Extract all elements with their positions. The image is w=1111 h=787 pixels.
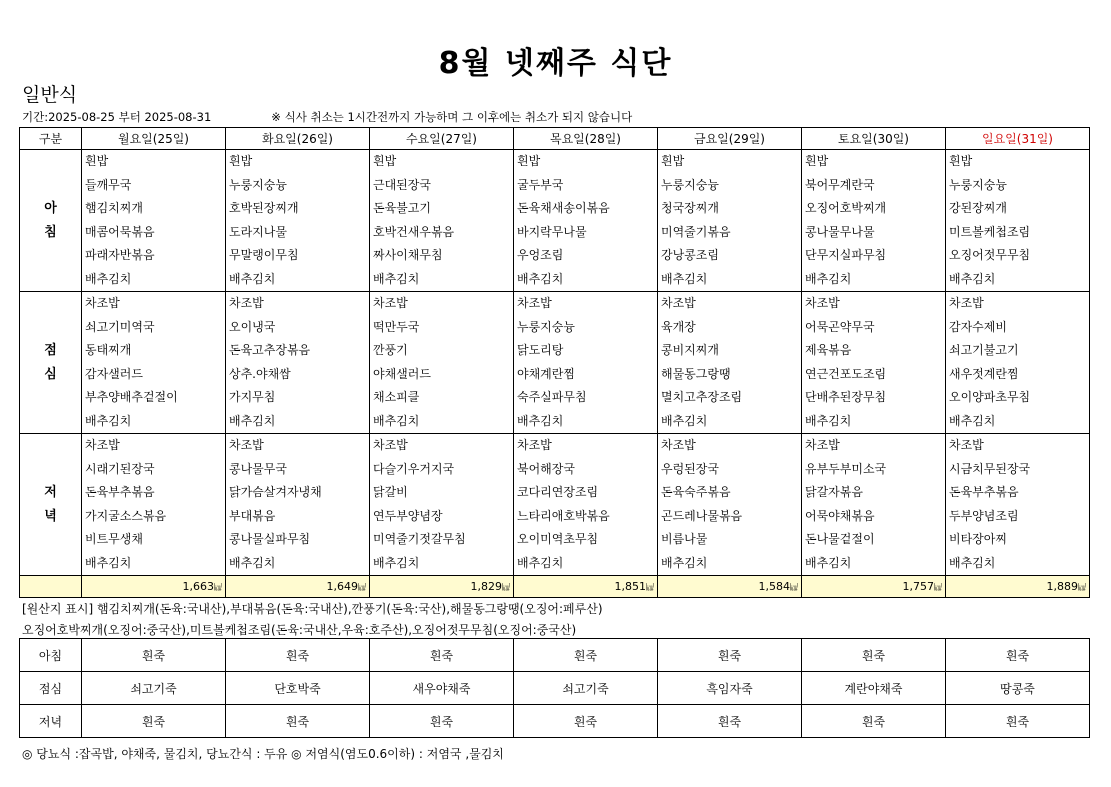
- menu-item: 시금치무된장국: [949, 461, 1031, 476]
- porridge-cell: 흰죽: [658, 705, 802, 738]
- menu-item: 감자샐러드: [85, 366, 143, 381]
- menu-cell: [802, 150, 946, 292]
- menu-item: 매콤어묵볶음: [85, 224, 155, 239]
- menu-item: 돈육불고기: [373, 201, 431, 215]
- diet-type: 일반식: [22, 84, 78, 106]
- menu-item: 감자수제비: [949, 319, 1007, 334]
- menu-item: 배추김치: [661, 271, 708, 286]
- header-day: 월요일(25일): [82, 128, 226, 150]
- menu-item: 차조밥: [661, 296, 696, 310]
- menu-item: 배추김치: [85, 555, 132, 570]
- porridge-cell: 흰죽: [658, 639, 802, 672]
- menu-cell: [226, 292, 370, 434]
- menu-item: 단배추된장무침: [805, 390, 887, 404]
- calorie-value: 1,663: [182, 580, 214, 593]
- porridge-label: 점심: [20, 672, 82, 705]
- menu-item: 콩나물실파무침: [229, 532, 311, 546]
- calorie-unit: ㎉: [502, 583, 510, 592]
- menu-item: 느타리애호박볶음: [517, 508, 610, 523]
- porridge-cell: 흰죽: [946, 705, 1090, 738]
- menu-cell: [370, 292, 514, 434]
- menu-item: 시래기된장국: [85, 461, 155, 476]
- header-row: [20, 128, 1090, 150]
- menu-cell: [658, 292, 802, 434]
- menu-item: 청국장찌개: [661, 201, 719, 215]
- menu-item: 숙주실파무침: [517, 390, 587, 404]
- menu-item: 깐풍기: [373, 343, 408, 357]
- porridge-cell: 흰죽: [370, 705, 514, 738]
- menu-item: 차조밥: [373, 296, 408, 310]
- porridge-cell: 새우야채죽: [370, 672, 514, 705]
- menu-item: 배추김치: [517, 271, 564, 286]
- menu-item: 배추김치: [949, 555, 996, 570]
- meal-row: [20, 434, 1090, 576]
- menu-item: 차조밥: [661, 438, 696, 452]
- menu-table: [19, 127, 1090, 598]
- menu-item: 도라지나물: [229, 224, 287, 239]
- menu-item: 오징어호박찌개: [805, 201, 887, 215]
- menu-item: 닭도리탕: [517, 343, 564, 357]
- header-day-sunday: 일요일(31일): [946, 128, 1090, 150]
- menu-item: 연근건포도조림: [805, 366, 887, 381]
- porridge-cell: 단호박죽: [226, 672, 370, 705]
- menu-item: 무말랭이무침: [229, 248, 299, 262]
- menu-item: 흰밥: [661, 154, 685, 168]
- menu-cell: [226, 434, 370, 576]
- porridge-row: [20, 639, 1090, 672]
- menu-item: 배추김치: [517, 555, 564, 570]
- header-day: 목요일(28일): [514, 128, 658, 150]
- period: 기간:2025-08-25 부터 2025-08-31: [22, 110, 212, 124]
- calorie-cell: [82, 576, 226, 598]
- menu-cell: [658, 434, 802, 576]
- special-diet-note: ◎ 당뇨식 :잡곡밥, 야채죽, 물김치, 당뇨간식 : 두유 ◎ 저염식(염도0.6이하) : 저염국 ,물김치: [22, 747, 504, 761]
- menu-item: 제육볶음: [805, 343, 852, 357]
- menu-item: 쇠고기불고기: [949, 343, 1019, 357]
- porridge-cell: 계란야채죽: [802, 672, 946, 705]
- menu-item: 미트볼케첩조림: [949, 224, 1031, 239]
- menu-item: 배추김치: [229, 413, 276, 428]
- calorie-unit: ㎉: [646, 583, 654, 592]
- menu-cell: [82, 292, 226, 434]
- calorie-cell: [802, 576, 946, 598]
- menu-item: 가지무침: [229, 390, 276, 404]
- menu-item: 콩나물무국: [229, 461, 287, 476]
- menu-item: 배추김치: [805, 555, 852, 570]
- menu-item: 흰밥: [949, 154, 973, 168]
- menu-item: 흰밥: [373, 154, 397, 168]
- origin-notice-1: [원산지 표시] 햄김치찌개(돈육:국내산),부대볶음(돈육:국내산),깐풍기(돈육:국산),해물동그랑땡(오징어:페루산): [22, 602, 603, 616]
- menu-item: 누룽지숭늉: [229, 177, 287, 192]
- porridge-cell: 흰죽: [82, 705, 226, 738]
- porridge-cell: 쇠고기죽: [82, 672, 226, 705]
- menu-item: 상추.야채쌈: [229, 366, 291, 381]
- menu-item: 어묵곤약무국: [805, 319, 875, 334]
- meal-label-char: 점: [44, 342, 57, 358]
- menu-item: 차조밥: [949, 296, 984, 310]
- menu-item: 닭갈자볶음: [805, 485, 863, 499]
- menu-item: 호박된장찌개: [229, 201, 299, 215]
- menu-item: 북어해장국: [517, 461, 575, 476]
- menu-item: 오이양파초무침: [949, 390, 1031, 404]
- menu-item: 닭가슴살겨자냉채: [229, 485, 322, 499]
- menu-item: 흰밥: [805, 154, 829, 168]
- menu-item: 돈육고추장볶음: [229, 343, 311, 357]
- menu-item: 단무지실파무침: [805, 248, 887, 262]
- porridge-cell: 쇠고기죽: [514, 672, 658, 705]
- porridge-cell: 흰죽: [514, 705, 658, 738]
- menu-item: 유부두부미소국: [805, 461, 887, 476]
- menu-item: 근대된장국: [373, 177, 431, 192]
- meal-label-char: 녁: [44, 508, 57, 524]
- menu-item: 가지굴소스볶음: [85, 508, 167, 523]
- menu-cell: [946, 434, 1090, 576]
- menu-item: 강된장찌개: [949, 201, 1007, 215]
- menu-item: 돈육부추볶음: [949, 485, 1019, 499]
- menu-item: 들깨무국: [85, 177, 132, 192]
- meal-label: [20, 292, 82, 434]
- calorie-row: [20, 576, 1090, 598]
- menu-item: 누룽지숭늉: [661, 177, 719, 192]
- menu-item: 돈육부추볶음: [85, 485, 155, 499]
- menu-item: 돈육숙주볶음: [661, 485, 731, 499]
- menu-cell: [82, 150, 226, 292]
- menu-item: 북어무계란국: [805, 177, 875, 192]
- calorie-unit: ㎉: [934, 583, 942, 592]
- calorie-cell: [514, 576, 658, 598]
- meal-row: [20, 292, 1090, 434]
- porridge-cell: 흰죽: [802, 639, 946, 672]
- menu-item: 해물동그랑땡: [661, 366, 731, 381]
- menu-item: 배추김치: [85, 271, 132, 286]
- menu-item: 강낭콩조림: [661, 248, 719, 262]
- calorie-cell: [226, 576, 370, 598]
- menu-cell: [82, 434, 226, 576]
- calorie-unit: ㎉: [358, 583, 366, 592]
- menu-item: 우엉조림: [517, 248, 564, 262]
- menu-item: 배추김치: [805, 413, 852, 428]
- meal-label-char: 아: [44, 200, 57, 216]
- menu-cell: [802, 434, 946, 576]
- menu-item: 굴두부국: [517, 177, 564, 192]
- menu-item: 새우젓계란찜: [949, 366, 1019, 381]
- menu-item: 연두부양념장: [373, 508, 443, 523]
- menu-item: 우렁된장국: [661, 461, 719, 476]
- menu-cell: [946, 150, 1090, 292]
- calorie-value: 1,757: [902, 580, 934, 593]
- menu-cell: [802, 292, 946, 434]
- menu-item: 쇠고기미역국: [85, 319, 155, 334]
- menu-item: 동태찌개: [85, 343, 132, 357]
- menu-item: 두부양념조림: [949, 508, 1019, 523]
- menu-item: 햄김치찌개: [85, 201, 143, 215]
- menu-item: 오징어젓무무침: [949, 248, 1031, 262]
- porridge-table: [19, 638, 1090, 738]
- cancel-notice: ※ 식사 취소는 1시간전까지 가능하며 그 이후에는 취소가 되지 않습니다: [271, 110, 633, 124]
- calorie-value: 1,889: [1046, 580, 1078, 593]
- menu-item: 비타장아찌: [949, 532, 1007, 546]
- menu-item: 비트무생채: [85, 532, 143, 546]
- menu-item: 코다리연장조림: [517, 485, 599, 499]
- porridge-cell: 흰죽: [226, 639, 370, 672]
- menu-cell: [514, 150, 658, 292]
- menu-item: 차조밥: [517, 438, 552, 452]
- menu-cell: [370, 150, 514, 292]
- menu-item: 다슬기우거지국: [373, 461, 455, 476]
- menu-item: 배추김치: [85, 413, 132, 428]
- menu-item: 배추김치: [661, 413, 708, 428]
- menu-cell: [514, 434, 658, 576]
- menu-item: 흰밥: [229, 154, 253, 168]
- calorie-cell: [946, 576, 1090, 598]
- calorie-label-cell: [20, 576, 82, 598]
- menu-item: 배추김치: [229, 555, 276, 570]
- meal-label-char: 침: [44, 224, 57, 240]
- menu-item: 부추양배추겉절이: [85, 390, 178, 404]
- header-label: 구분: [20, 128, 82, 150]
- menu-item: 차조밥: [805, 296, 840, 310]
- header-day: 토요일(30일): [802, 128, 946, 150]
- porridge-cell: 흰죽: [514, 639, 658, 672]
- menu-item: 누룽지숭늉: [949, 177, 1007, 192]
- menu-item: 배추김치: [229, 271, 276, 286]
- menu-item: 파래자반볶음: [85, 248, 155, 262]
- header-day: 금요일(29일): [658, 128, 802, 150]
- menu-item: 오이미역초무침: [517, 532, 599, 546]
- menu-item: 야채계란찜: [517, 366, 575, 381]
- period-line: [22, 109, 632, 125]
- menu-item: 콩비지찌개: [661, 343, 719, 357]
- calorie-unit: ㎉: [214, 583, 222, 592]
- menu-item: 육개장: [661, 319, 696, 334]
- menu-item: 차조밥: [85, 296, 120, 310]
- meal-label-char: 심: [44, 366, 57, 382]
- menu-item: 흰밥: [517, 154, 541, 168]
- menu-item: 호박건새우볶음: [373, 224, 455, 239]
- menu-item: 배추김치: [517, 413, 564, 428]
- origin-notice-2: 오징어호박찌개(오징어:중국산),미트볼케첩조림(돈육:국내산,우육:호주산),오징어젓무무침(오징어:중국산): [22, 623, 577, 637]
- menu-item: 차조밥: [229, 296, 264, 310]
- menu-item: 미역줄기젓갈무침: [373, 532, 466, 546]
- menu-item: 어묵야채볶음: [805, 508, 875, 523]
- menu-item: 배추김치: [949, 413, 996, 428]
- porridge-cell: 흰죽: [946, 639, 1090, 672]
- calorie-value: 1,649: [326, 580, 358, 593]
- menu-cell: [514, 292, 658, 434]
- menu-item: 떡만두국: [373, 319, 420, 334]
- menu-item: 배추김치: [373, 271, 420, 286]
- meal-label-char: 저: [44, 484, 57, 500]
- meal-label: [20, 150, 82, 292]
- menu-item: 차조밥: [805, 438, 840, 452]
- menu-item: 배추김치: [805, 271, 852, 286]
- calorie-cell: [658, 576, 802, 598]
- menu-item: 바지락무나물: [517, 224, 587, 239]
- calorie-cell: [370, 576, 514, 598]
- meal-row: [20, 150, 1090, 292]
- menu-item: 차조밥: [373, 438, 408, 452]
- porridge-cell: 흑임자죽: [658, 672, 802, 705]
- header-day: 수요일(27일): [370, 128, 514, 150]
- porridge-cell: 흰죽: [802, 705, 946, 738]
- porridge-row: [20, 672, 1090, 705]
- menu-item: 돈나물겉절이: [805, 532, 875, 546]
- menu-item: 야채샐러드: [373, 366, 431, 381]
- menu-item: 배추김치: [949, 271, 996, 286]
- porridge-cell: 땅콩죽: [946, 672, 1090, 705]
- porridge-row: [20, 705, 1090, 738]
- menu-item: 누룽지숭늉: [517, 319, 575, 334]
- menu-cell: [946, 292, 1090, 434]
- menu-item: 곤드레나물볶음: [661, 508, 743, 523]
- menu-item: 돈육채새송이볶음: [517, 201, 610, 215]
- menu-cell: [226, 150, 370, 292]
- porridge-cell: 흰죽: [370, 639, 514, 672]
- menu-item: 차조밥: [949, 438, 984, 452]
- menu-item: 짜사이채무침: [373, 248, 443, 262]
- porridge-cell: 흰죽: [226, 705, 370, 738]
- menu-item: 배추김치: [373, 413, 420, 428]
- menu-item: 콩나물무나물: [805, 224, 875, 239]
- menu-item: 오이냉국: [229, 319, 276, 334]
- menu-item: 미역줄기볶음: [661, 224, 731, 239]
- page-title: 8월 넷째주 식단: [438, 46, 673, 81]
- porridge-cell: 흰죽: [82, 639, 226, 672]
- menu-item: 비름나물: [661, 532, 708, 546]
- calorie-value: 1,584: [758, 580, 790, 593]
- porridge-label: 저녁: [20, 705, 82, 738]
- header-day: 화요일(26일): [226, 128, 370, 150]
- menu-item: 차조밥: [229, 438, 264, 452]
- calorie-value: 1,851: [614, 580, 646, 593]
- menu-item: 차조밥: [517, 296, 552, 310]
- menu-item: 닭갈비: [373, 485, 408, 499]
- calorie-value: 1,829: [470, 580, 502, 593]
- calorie-unit: ㎉: [790, 583, 798, 592]
- menu-item: 부대볶음: [229, 508, 276, 523]
- menu-item: 멸치고추장조림: [661, 390, 743, 404]
- menu-item: 차조밥: [85, 438, 120, 452]
- menu-item: 배추김치: [661, 555, 708, 570]
- menu-item: 배추김치: [373, 555, 420, 570]
- menu-cell: [658, 150, 802, 292]
- calorie-unit: ㎉: [1078, 583, 1086, 592]
- menu-item: 채소피클: [373, 390, 420, 404]
- meal-label: [20, 434, 82, 576]
- porridge-label: 아침: [20, 639, 82, 672]
- menu-cell: [370, 434, 514, 576]
- menu-item: 흰밥: [85, 154, 109, 168]
